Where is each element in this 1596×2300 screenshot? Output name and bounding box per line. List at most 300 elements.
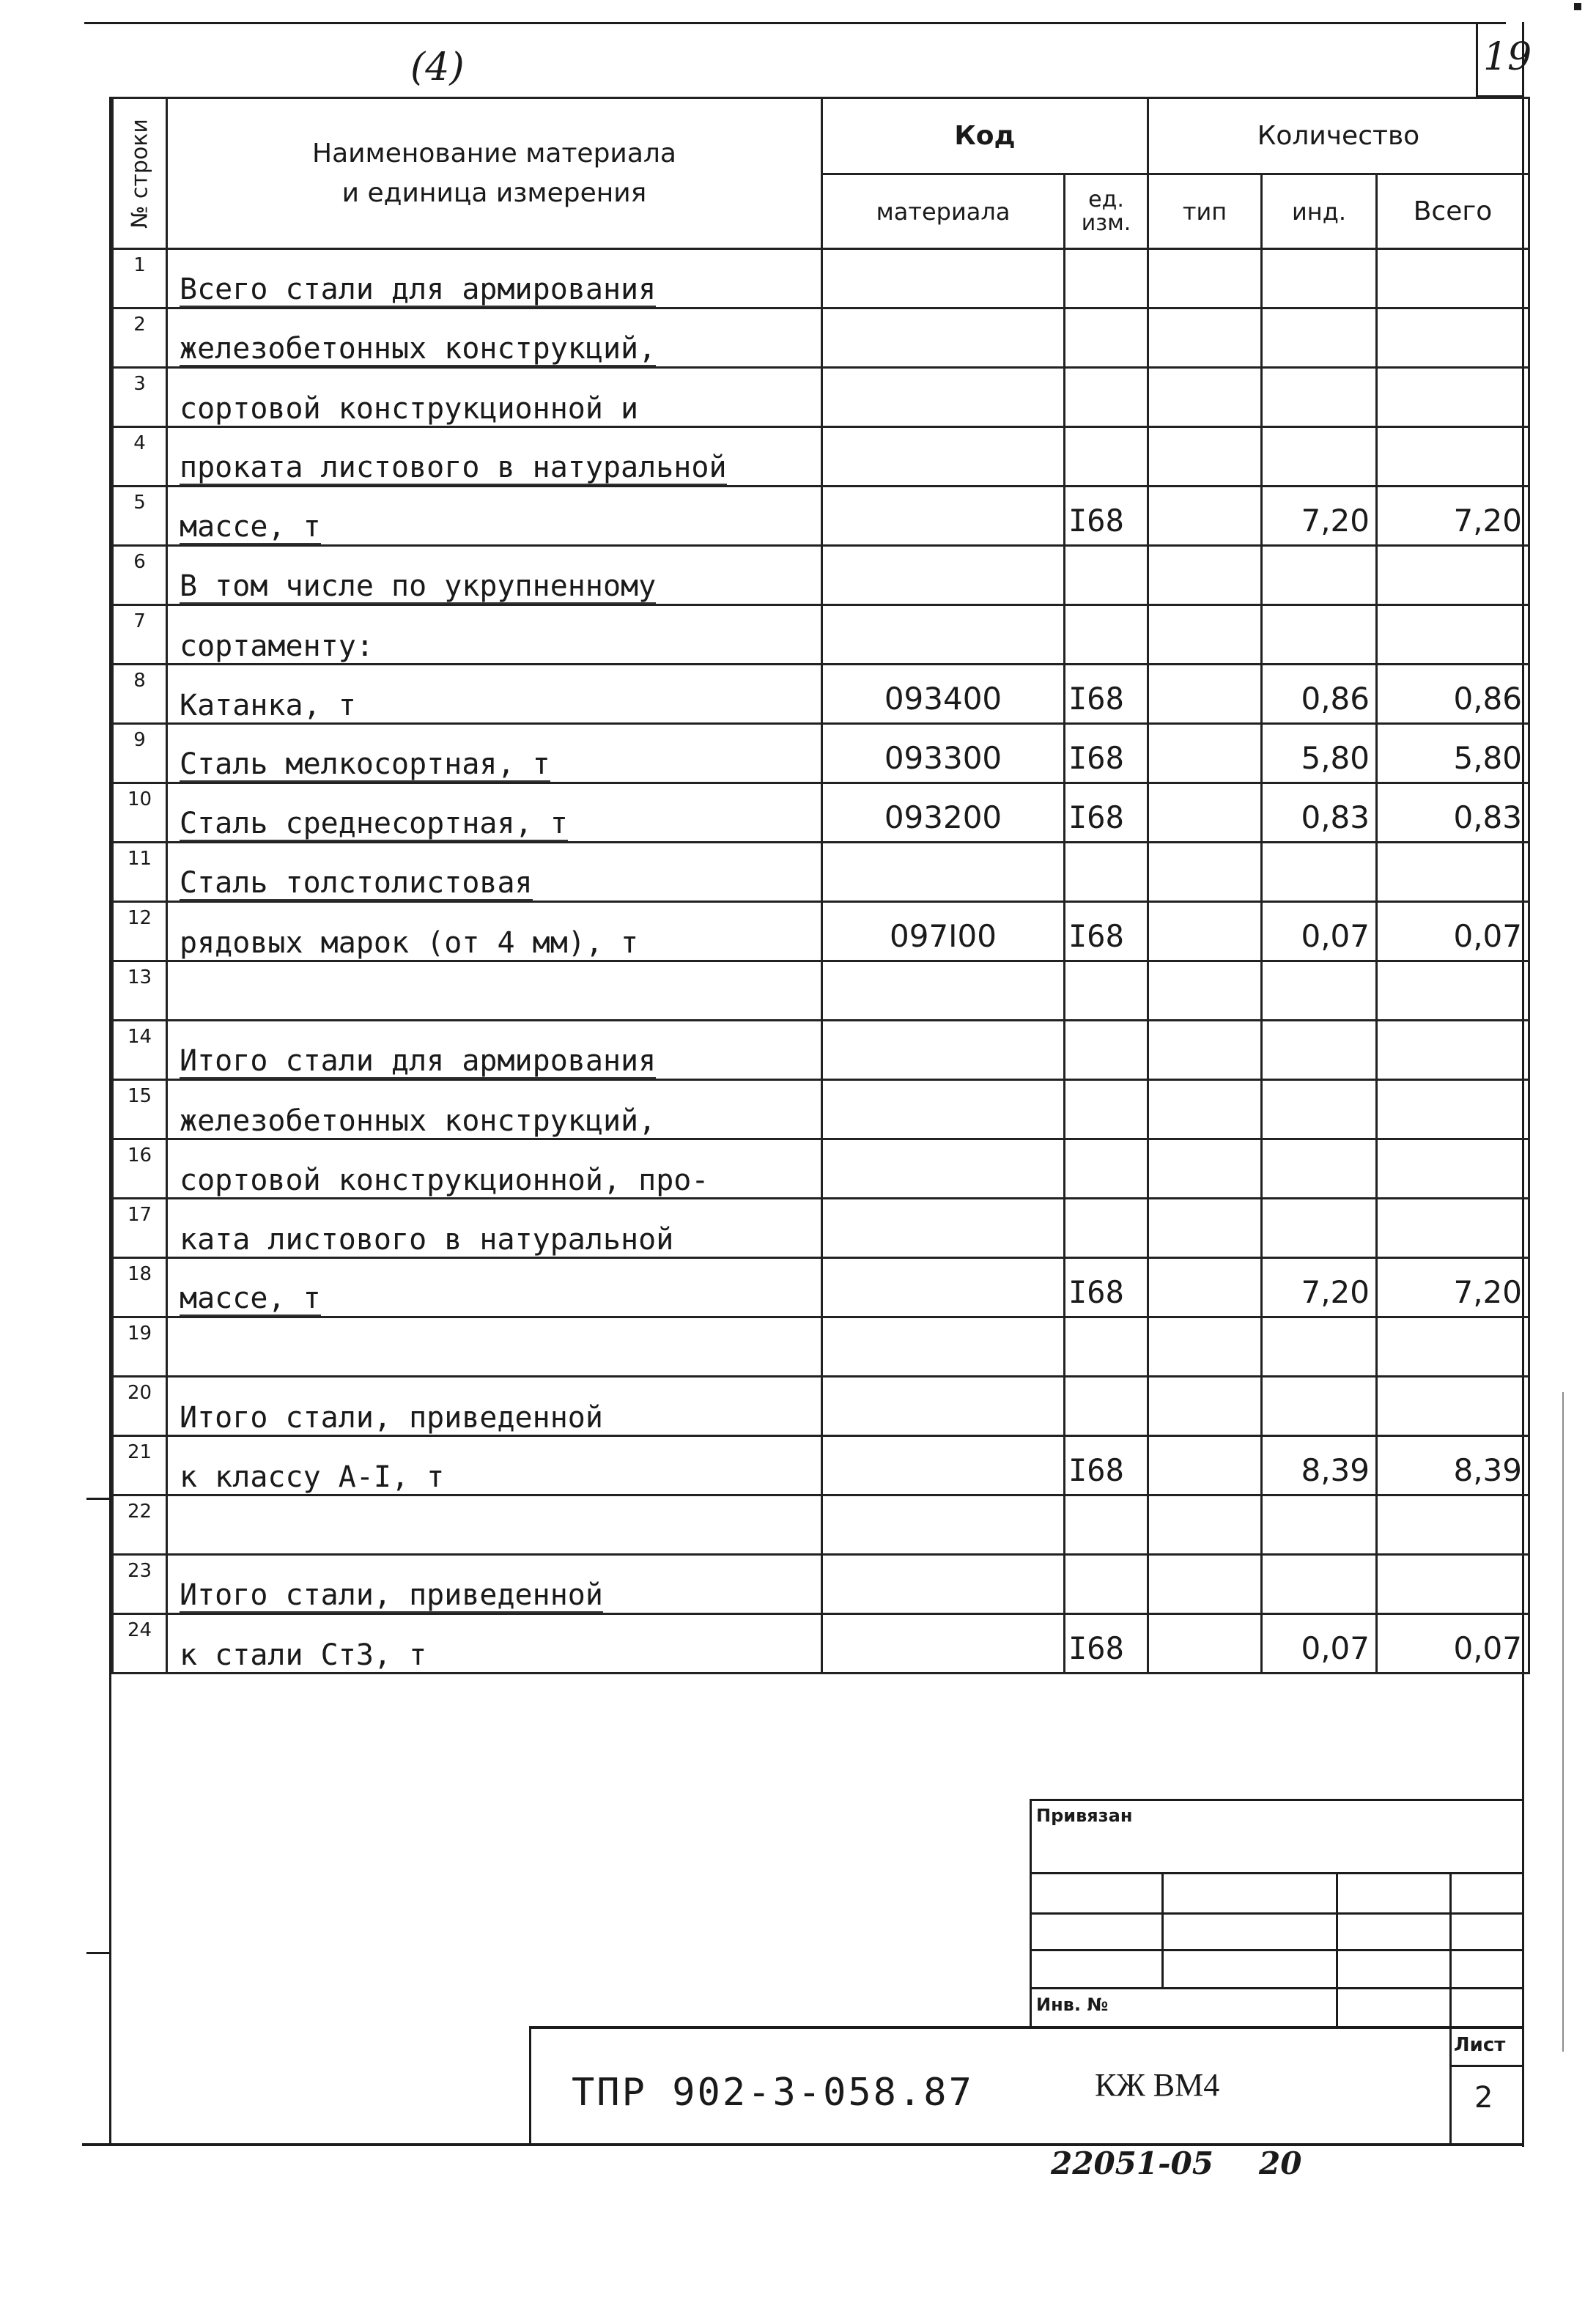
qty-total-value-cell	[1377, 546, 1529, 605]
top-mark: (4)	[410, 45, 465, 89]
material-name-cell	[167, 249, 822, 308]
attached-label: Привязан	[1036, 1805, 1133, 1826]
qty-type-value-cell	[1148, 1021, 1262, 1080]
material-name-cell	[167, 605, 822, 665]
table-row	[113, 1555, 1529, 1614]
material-name-cell	[167, 961, 822, 1021]
qty-total-value: 0,83	[1453, 799, 1522, 835]
material-code-cell	[822, 1080, 1065, 1139]
row-number: 9	[133, 729, 146, 751]
material-code-cell	[822, 1436, 1065, 1495]
unit-code-cell	[1065, 1139, 1148, 1199]
row-number: 8	[133, 670, 146, 692]
qty-ind-value: 7,20	[1301, 1274, 1370, 1310]
row-number: 20	[127, 1382, 152, 1404]
qty-type-value-cell	[1148, 961, 1262, 1021]
material-name: рядовых марок (от 4 мм), т	[180, 926, 639, 960]
qty-ind-header	[1262, 174, 1377, 249]
row-number: 6	[133, 551, 146, 573]
unit-code-cell	[1065, 902, 1148, 961]
qty-ind-value-cell	[1262, 1199, 1377, 1258]
row-number-cell	[113, 665, 167, 724]
sheet-box-left	[1476, 22, 1478, 98]
qty-total-value-cell	[1377, 1139, 1529, 1199]
qty-ind-value: 5,80	[1301, 740, 1370, 776]
row-number: 17	[127, 1204, 152, 1226]
material-name-cell	[167, 1080, 822, 1139]
qty-ind-label: инд.	[1291, 197, 1346, 226]
unit-code-cell	[1065, 665, 1148, 724]
qty-ind-value-cell	[1262, 1495, 1377, 1555]
row-number: 21	[127, 1441, 152, 1463]
qty-type-value-cell	[1148, 1080, 1262, 1139]
qty-ind-value: 0,83	[1301, 799, 1370, 835]
name-header	[167, 98, 822, 249]
qty-ind-value-cell	[1262, 961, 1377, 1021]
row-number: 1	[133, 254, 146, 276]
sheet-cell-left-line	[1449, 2026, 1452, 2145]
qty-total-value-cell	[1377, 487, 1529, 546]
material-name-cell	[167, 1199, 822, 1258]
frame-top-line	[84, 22, 1506, 24]
qty-total-value-cell	[1377, 605, 1529, 665]
qty-type-value-cell	[1148, 1436, 1262, 1495]
material-name: сортовой конструкционной и	[180, 392, 639, 426]
qty-total-value-cell	[1377, 1377, 1529, 1436]
qty-type-value-cell	[1148, 843, 1262, 902]
qty-total-value-cell	[1377, 1199, 1529, 1258]
qty-total-value-cell	[1377, 724, 1529, 783]
material-name-cell	[167, 1317, 822, 1377]
material-code: 093200	[884, 799, 1002, 835]
row-number-cell	[113, 783, 167, 843]
material-code-cell	[822, 902, 1065, 961]
material-code-cell	[822, 1555, 1065, 1614]
qty-total-value: 7,20	[1453, 1274, 1522, 1310]
table-row	[113, 1199, 1529, 1258]
qty-ind-value-cell	[1262, 724, 1377, 783]
unit-code: I68	[1068, 740, 1124, 776]
stamp-vline-2	[1336, 1872, 1338, 2027]
qty-ind-value-cell	[1262, 1555, 1377, 1614]
row-number-cell	[113, 1258, 167, 1317]
margin-tick-2	[86, 1952, 111, 1954]
row-number: 3	[133, 373, 146, 395]
qty-total-value-cell	[1377, 1495, 1529, 1555]
qty-total-value: 5,80	[1453, 740, 1522, 776]
qty-total-value-cell	[1377, 902, 1529, 961]
table-row	[113, 1317, 1529, 1377]
table-row	[113, 1377, 1529, 1436]
row-number: 14	[127, 1026, 152, 1048]
unit-code: I68	[1068, 918, 1124, 954]
unit-code-cell	[1065, 546, 1148, 605]
qty-total-value-cell	[1377, 427, 1529, 487]
row-number: 16	[127, 1145, 152, 1166]
material-name-cell	[167, 427, 822, 487]
unit-code-cell	[1065, 724, 1148, 783]
qty-type-value-cell	[1148, 1199, 1262, 1258]
row-number: 5	[133, 492, 146, 514]
material-name: железобетонных конструкций,	[180, 1104, 657, 1138]
material-code-cell	[822, 665, 1065, 724]
unit-code-cell	[1065, 1021, 1148, 1080]
qty-total-value: 8,39	[1453, 1452, 1522, 1488]
qty-total-label: Всего	[1413, 196, 1493, 226]
qty-type-value-cell	[1148, 368, 1262, 427]
material-name: Итого стали, приведенной	[180, 1401, 603, 1435]
qty-ind-value-cell	[1262, 1021, 1377, 1080]
material-code-cell	[822, 1495, 1065, 1555]
qty-ind-value-cell	[1262, 427, 1377, 487]
qty-total-value-cell	[1377, 665, 1529, 724]
qty-total-value-cell	[1377, 1258, 1529, 1317]
qty-type-header	[1148, 174, 1262, 249]
designation-code: ТПР 902-3-058.87	[572, 2071, 974, 2115]
material-code-cell	[822, 961, 1065, 1021]
row-number-cell	[113, 368, 167, 427]
row-number-cell	[113, 1555, 167, 1614]
qty-ind-value-cell	[1262, 1317, 1377, 1377]
unit-code-cell	[1065, 249, 1148, 308]
qty-type-value-cell	[1148, 902, 1262, 961]
material-name-cell	[167, 783, 822, 843]
margin-tick-1	[86, 1498, 111, 1500]
qty-type-label: тип	[1182, 197, 1227, 226]
row-number-cell	[113, 1614, 167, 1674]
unit-code-cell	[1065, 1495, 1148, 1555]
material-name: к классу А-I, т	[180, 1460, 445, 1494]
unit-code: I68	[1068, 1452, 1124, 1488]
unit-code-cell	[1065, 1377, 1148, 1436]
material-code-cell	[822, 724, 1065, 783]
table-row	[113, 605, 1529, 665]
material-name: к стали Ст3, т	[180, 1638, 427, 1672]
qty-type-value-cell	[1148, 427, 1262, 487]
corner-mark	[1574, 3, 1581, 10]
material-code-cell	[822, 1614, 1065, 1674]
designation-top-line	[529, 2026, 1524, 2029]
name-label-line2: и единица измерения	[341, 177, 647, 208]
material-name-cell	[167, 902, 822, 961]
qty-type-value-cell	[1148, 487, 1262, 546]
unit-code-cell	[1065, 1258, 1148, 1317]
material-name-cell	[167, 843, 822, 902]
row-number: 19	[127, 1323, 152, 1345]
qty-type-value-cell	[1148, 1555, 1262, 1614]
qty-ind-value-cell	[1262, 487, 1377, 546]
material-name: массе, т	[180, 1282, 321, 1315]
row-number-cell	[113, 249, 167, 308]
row-number-cell	[113, 1495, 167, 1555]
inv-label: Инв. №	[1036, 1994, 1109, 2015]
footer-number: 22051-05	[1051, 2145, 1213, 2181]
sheet-label: Лист	[1454, 2034, 1506, 2056]
table-row	[113, 1021, 1529, 1080]
row-number-cell	[113, 724, 167, 783]
unit-code: I68	[1068, 681, 1124, 717]
row-number-cell	[113, 1317, 167, 1377]
material-code: 093300	[884, 740, 1002, 776]
frame-bottom-line	[82, 2143, 1524, 2146]
qty-type-value-cell	[1148, 605, 1262, 665]
unit-code-cell	[1065, 961, 1148, 1021]
qty-type-value-cell	[1148, 546, 1262, 605]
footer-page: 20	[1259, 2145, 1302, 2181]
unit-code-cell	[1065, 1199, 1148, 1258]
unit-code-cell	[1065, 368, 1148, 427]
qty-total-value-cell	[1377, 368, 1529, 427]
row-number: 22	[127, 1501, 152, 1523]
qty-ind-value-cell	[1262, 902, 1377, 961]
qty-ind-value-cell	[1262, 783, 1377, 843]
row-number: 18	[127, 1263, 152, 1285]
material-name: Катанка, т	[180, 689, 356, 722]
qty-ind-value: 0,86	[1301, 681, 1370, 717]
qty-ind-value: 0,07	[1301, 918, 1370, 954]
table-body	[113, 249, 1529, 1674]
qty-total-value: 7,20	[1453, 503, 1522, 539]
unit-code-cell	[1065, 1614, 1148, 1674]
code-unit-label-line2: изм.	[1081, 210, 1131, 236]
code-material-header	[822, 174, 1065, 249]
material-name: Сталь мелкосортная, т	[180, 747, 550, 781]
qty-ind-value: 0,07	[1301, 1630, 1370, 1666]
material-name-cell	[167, 665, 822, 724]
row-number-cell	[113, 902, 167, 961]
row-number-cell	[113, 961, 167, 1021]
qty-ind-value-cell	[1262, 546, 1377, 605]
qty-ind-value-cell	[1262, 1139, 1377, 1199]
qty-total-value: 0,86	[1453, 681, 1522, 717]
qty-total-value-cell	[1377, 1317, 1529, 1377]
row-number-cell	[113, 843, 167, 902]
qty-total-value-cell	[1377, 961, 1529, 1021]
qty-total-value-cell	[1377, 783, 1529, 843]
table-row	[113, 487, 1529, 546]
material-name: Всего стали для армирования	[180, 273, 657, 306]
material-code-cell	[822, 1021, 1065, 1080]
material-code: 097I00	[890, 918, 997, 954]
material-name: сортовой конструкционной, про-	[180, 1164, 709, 1197]
material-code-cell	[822, 546, 1065, 605]
qty-ind-value-cell	[1262, 1080, 1377, 1139]
table-row	[113, 308, 1529, 368]
table-row	[113, 546, 1529, 605]
row-number: 12	[127, 907, 152, 929]
table-row	[113, 427, 1529, 487]
material-code-cell	[822, 249, 1065, 308]
header-row-1	[113, 98, 1529, 174]
frame-right-extra	[1562, 1392, 1564, 2052]
qty-group-header	[1148, 98, 1529, 174]
unit-code-cell	[1065, 1436, 1148, 1495]
row-number: 11	[127, 848, 152, 870]
material-name-cell	[167, 1495, 822, 1555]
material-code-cell	[822, 427, 1065, 487]
table-row	[113, 843, 1529, 902]
qty-group-label: Количество	[1257, 121, 1420, 151]
row-number-cell	[113, 1080, 167, 1139]
material-name-cell	[167, 1139, 822, 1199]
unit-code-cell	[1065, 1080, 1148, 1139]
row-number: 10	[127, 788, 152, 810]
table-row	[113, 249, 1529, 308]
material-name-cell	[167, 1436, 822, 1495]
unit-code: I68	[1068, 1274, 1124, 1310]
unit-code-cell	[1065, 605, 1148, 665]
qty-type-value-cell	[1148, 1377, 1262, 1436]
material-code-cell	[822, 487, 1065, 546]
code-material-label: материала	[876, 197, 1011, 226]
qty-total-value-cell	[1377, 1021, 1529, 1080]
stamp-top-line	[1030, 1799, 1524, 1801]
unit-code-cell	[1065, 308, 1148, 368]
qty-total-value-cell	[1377, 308, 1529, 368]
unit-code-cell	[1065, 427, 1148, 487]
designation-left-line	[529, 2026, 531, 2145]
material-name-cell	[167, 546, 822, 605]
row-number-cell	[113, 427, 167, 487]
material-code-cell	[822, 1139, 1065, 1199]
qty-type-value-cell	[1148, 249, 1262, 308]
material-code-cell	[822, 1317, 1065, 1377]
qty-total-value-cell	[1377, 1555, 1529, 1614]
qty-ind-value-cell	[1262, 1614, 1377, 1674]
qty-type-value-cell	[1148, 1614, 1262, 1674]
table-row	[113, 724, 1529, 783]
qty-total-value: 0,07	[1453, 1630, 1522, 1666]
table-row	[113, 368, 1529, 427]
row-number-cell	[113, 1199, 167, 1258]
row-no-label: № строки	[127, 118, 152, 229]
row-number-cell	[113, 487, 167, 546]
table-row	[113, 902, 1529, 961]
material-name-cell	[167, 1377, 822, 1436]
qty-type-value-cell	[1148, 1258, 1262, 1317]
material-name: В том числе по укрупненному	[180, 569, 657, 603]
table-row	[113, 1080, 1529, 1139]
qty-ind-value: 8,39	[1301, 1452, 1370, 1488]
qty-ind-value-cell	[1262, 843, 1377, 902]
row-number: 4	[133, 432, 146, 454]
material-code: 093400	[884, 681, 1002, 717]
qty-total-header	[1377, 174, 1529, 249]
material-name: Сталь среднесортная, т	[180, 807, 568, 840]
qty-total-value-cell	[1377, 1614, 1529, 1674]
qty-ind-value-cell	[1262, 1258, 1377, 1317]
unit-code: I68	[1068, 503, 1124, 539]
material-name-cell	[167, 368, 822, 427]
qty-type-value-cell	[1148, 724, 1262, 783]
row-number: 7	[133, 610, 146, 632]
table-row	[113, 783, 1529, 843]
material-name: Итого стали для армирования	[180, 1044, 657, 1078]
row-no-header	[113, 98, 167, 249]
material-code-cell	[822, 843, 1065, 902]
unit-code-cell	[1065, 1317, 1148, 1377]
material-name-cell	[167, 1021, 822, 1080]
unit-code: I68	[1068, 799, 1124, 835]
qty-ind-value-cell	[1262, 665, 1377, 724]
sheet-cell-mid-line	[1449, 2065, 1524, 2067]
qty-type-value-cell	[1148, 1139, 1262, 1199]
qty-type-value-cell	[1148, 665, 1262, 724]
material-name-cell	[167, 308, 822, 368]
material-name-cell	[167, 487, 822, 546]
code-group-header	[822, 98, 1148, 174]
stamp-vline-1	[1161, 1872, 1164, 1989]
row-number: 15	[127, 1085, 152, 1107]
table-row	[113, 1258, 1529, 1317]
unit-code-cell	[1065, 843, 1148, 902]
material-code-cell	[822, 1199, 1065, 1258]
code-unit-header	[1065, 174, 1148, 249]
row-number-cell	[113, 1139, 167, 1199]
qty-type-value-cell	[1148, 1317, 1262, 1377]
material-name-cell	[167, 1614, 822, 1674]
row-number-cell	[113, 1436, 167, 1495]
material-code-cell	[822, 368, 1065, 427]
material-name: Сталь толстолистовая	[180, 866, 533, 900]
table-row	[113, 1436, 1529, 1495]
qty-ind-value-cell	[1262, 1436, 1377, 1495]
materials-table	[111, 97, 1530, 1674]
row-number: 2	[133, 314, 146, 336]
sheet-value: 2	[1474, 2081, 1493, 2115]
material-code-cell	[822, 1258, 1065, 1317]
table-row	[113, 1614, 1529, 1674]
material-code-cell	[822, 605, 1065, 665]
row-number-cell	[113, 1021, 167, 1080]
qty-total-value-cell	[1377, 1080, 1529, 1139]
unit-code-cell	[1065, 783, 1148, 843]
row-number-cell	[113, 1377, 167, 1436]
name-label-line1: Наименование материала	[312, 138, 676, 169]
row-number-cell	[113, 308, 167, 368]
qty-type-value-cell	[1148, 1495, 1262, 1555]
unit-code-cell	[1065, 1555, 1148, 1614]
material-code-cell	[822, 1377, 1065, 1436]
qty-ind-value-cell	[1262, 308, 1377, 368]
material-name: проката листового в натуральной	[180, 451, 727, 484]
code-unit-label-line1: ед.	[1088, 187, 1124, 212]
material-name-cell	[167, 1258, 822, 1317]
row-number-cell	[113, 546, 167, 605]
qty-ind-value-cell	[1262, 605, 1377, 665]
material-name: железобетонных конструкций,	[180, 332, 657, 366]
stamp-vline-3	[1449, 1872, 1452, 2027]
row-number-cell	[113, 605, 167, 665]
row-number: 23	[127, 1560, 152, 1582]
material-name: сортаменту:	[180, 629, 374, 663]
qty-total-value-cell	[1377, 1436, 1529, 1495]
code-group-label: Код	[954, 121, 1016, 151]
qty-total-value-cell	[1377, 843, 1529, 902]
material-name: ката листового в натуральной	[180, 1223, 674, 1257]
table-row	[113, 961, 1529, 1021]
unit-code: I68	[1068, 1630, 1124, 1666]
table-row	[113, 665, 1529, 724]
designation-section: КЖ ВМ4	[1095, 2067, 1220, 2103]
qty-ind-value: 7,20	[1301, 503, 1370, 539]
qty-total-value-cell	[1377, 249, 1529, 308]
qty-ind-value-cell	[1262, 368, 1377, 427]
material-name-cell	[167, 724, 822, 783]
material-name: массе, т	[180, 510, 321, 544]
qty-ind-value-cell	[1262, 249, 1377, 308]
material-name-cell	[167, 1555, 822, 1614]
